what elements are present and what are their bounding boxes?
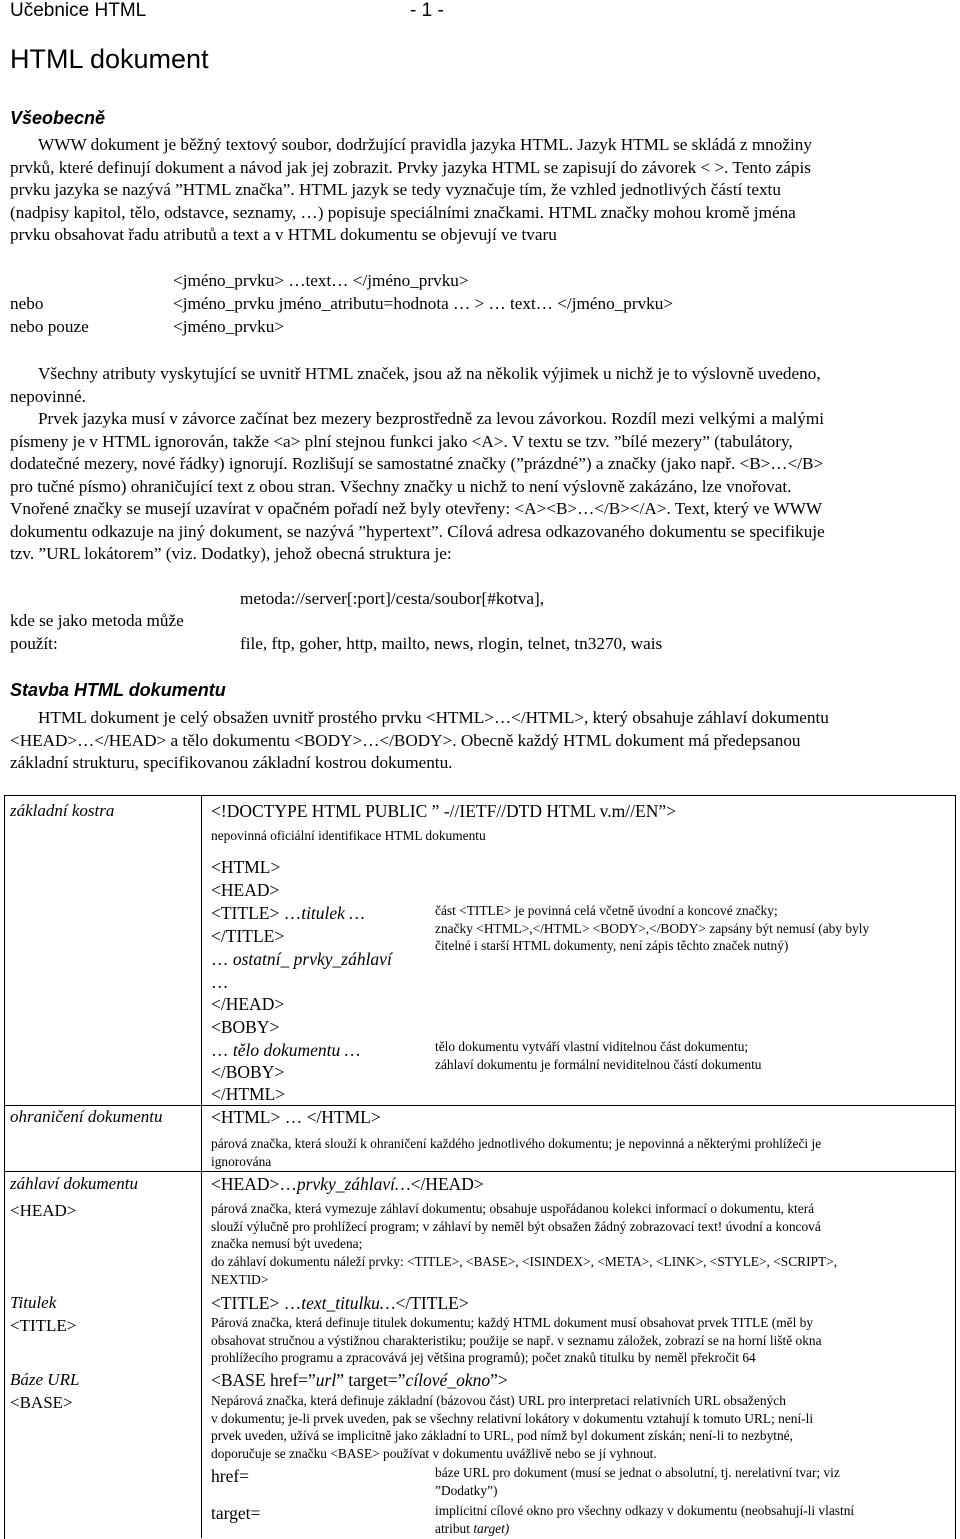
skeleton-note-2 [435,1038,762,1073]
row-label-head-tag: <HEAD> [10,1201,77,1220]
text-line: (nadpisy kapitol, tělo, odstavce, seznamy, …) popisuje speciálními značkami. HTML značky mohou kromě jména [10,202,796,222]
row-label-base: Báze URL [10,1370,80,1389]
text-line: <HEAD>…</HEAD> a tělo dokumentu <BODY>…</BODY>. Obecně každý HTML dokument má předepsanou [10,730,801,750]
doctype-note: nepovinná oficiální identifikace HTML dokumentu [211,828,486,843]
href-attribute-label: href= [211,1466,250,1486]
text-line: WWW dokument je běžný textový soubor, dodržující pravidla jazyka HTML. Jazyk HTML se skládá z množiny [38,135,812,154]
text-line: pro tučné písmo) ohraničující text z obou stran. Všechny značky u nichž to není výslovně zakázáno, lze vnořovat. [10,476,792,496]
section-heading-structure: Stavba HTML dokumentu [10,680,226,700]
text-line: písmeny je v HTML ignorován, takže <a> plní stejnou funkci jako <A>. V textu se tzv. ”bílé mezery” (tabulátory, [10,431,793,451]
desc-line: NEXTID> [211,1271,269,1287]
desc-line: v dokumentu; je-li prvek uveden, pak se všechny relativní lokátory v dokumentu vztahují k tomuto URL; není-li [211,1410,814,1426]
title-tag-open: <TITLE> … [211,1293,302,1313]
text-line: tzv. ”URL lokátorem” (viz. Dodatky), jehož obecná struktura je: [10,544,452,563]
base-tag-target: cílové_okno [405,1370,491,1390]
syntax-label-or: nebo [10,294,44,313]
desc-part-italic: target) [473,1520,510,1536]
base-tag-url: url [315,1370,337,1390]
doctype-tag: <!DOCTYPE HTML PUBLIC ” -//IETF//DTD HTML v.m//EN”> [211,801,676,821]
skeleton-other-head-line [211,949,392,970]
methods-list: file, ftp, goher, http, mailto, news, rlogin, telnet, tn3270, wais [240,634,663,653]
desc-line: značka nemusí být uvedena; [211,1236,363,1252]
row-label-bound: ohraničení dokumentu [10,1107,163,1126]
desc-line: slouží výlučně pro prohlížecí program; v záhlaví by neměl být obsažen žádný zobrazovací text! úvodní a koncová [211,1218,821,1234]
desc-line: obsahovat stručnou a výstižnou charakteristiku; použije se např. v seznamu záložek, zobrazí se na horní liště okna [211,1332,822,1348]
desc-line [435,1520,854,1538]
text-line: dokumentu odkazuje na jiný dokument, se nazývá ”hypertext”. Cílová adresa odkazovaného dokumentu se specifikuje [10,521,825,541]
text-line: prvků, které definují dokument a návod jak jej zobrazit. Prvky jazyka HTML se zapisují do závorek < >. Tento zápis [10,157,811,177]
general-paragraph-1 [10,134,940,247]
table-row-divider [4,1171,956,1172]
head-tag-open: <HEAD>… [211,1174,297,1194]
note-line: tělo dokumentu vytváří vlastní viditelnou část dokumentu; [435,1039,749,1054]
skeleton-note-1 [435,902,869,955]
desc-line: báze URL pro dokument (musí se jednat o absolutní, tj. nerelativní tvar; viz [435,1465,840,1480]
text-line: nepovinné. [10,386,86,406]
base-tag-part: ” target=” [336,1370,406,1390]
page-title: HTML dokument [10,44,209,74]
base-tag [211,1370,508,1391]
desc-line: ignorována [211,1153,272,1169]
desc-line: párová značka, která slouží k ohraničení každého jednotlivého dokumentu; je nepovinná a některými prohlížeči je [211,1136,822,1151]
text-line: prvku obsahovat řadu atributů a text a v HTML dokumentu se objevují ve tvaru [10,225,557,244]
row-label-head: záhlaví dokumentu [10,1174,138,1193]
title-tag [211,1293,469,1314]
note-line: čitelné i starší HTML dokumenty, není zápis těchto značek nutný) [435,938,789,954]
title-desc [211,1314,822,1367]
method-label-2: použít: [10,634,58,653]
desc-line: implicitní cílové okno pro všechny odkazy v dokumentu (neobsahují-li vlastní [435,1503,855,1518]
skeleton-title-text: titulek … [301,903,365,923]
desc-line: Nepárová značka, která definuje základní (bázovou část) URL pro interpretaci relativních URL obsažených [211,1393,786,1408]
skeleton-body-text: tělo dokumentu … [232,1040,361,1060]
title-tag-content: text_titulku… [301,1293,396,1313]
bound-desc [211,1135,821,1170]
bound-tag: <HTML> … </HTML> [211,1107,381,1127]
running-header: Učebnice HTML [10,0,147,21]
skeleton-title-line [211,903,365,924]
page-number: - 1 - [410,0,444,21]
row-label-base-tag: <BASE> [10,1393,73,1412]
text-line: prvku jazyka se nazývá ”HTML značka”. HTML jazyk se tedy vyznačuje tím, že vzhled jednotlivých částí textu [10,180,781,199]
target-attribute-label: target= [211,1503,261,1523]
text-line: dodatečné mezery, nové řádky) ignorují. Rozlišují se samostatné značky (”prázdné”) a značky (jako např. <B>…</B> [10,454,824,473]
skeleton-html-close: </HTML> [211,1084,286,1104]
head-tag-close: </HEAD> [410,1174,484,1194]
desc-line: ”Dodatky”) [435,1482,498,1498]
head-desc [211,1200,837,1289]
method-label-1: kde se jako metoda může [10,611,184,630]
base-tag-part: <BASE href=” [211,1370,316,1390]
url-structure: metoda://server[:port]/cesta/soubor[#kotva], [240,589,545,608]
base-tag-part: ”> [490,1370,508,1390]
desc-line: párová značka, která vymezuje záhlaví dokumentu; obsahuje uspořádanou kolekci informací o dokumentu, která [211,1201,815,1216]
skeleton-body-open: <BOBY> [211,1017,280,1037]
desc-line: prohlížecího programu a zpracovává jej většina programů); počet znaků titulku by neměl překročit 64 [211,1350,756,1366]
skeleton-ellipsis: … [211,949,229,969]
note-line: záhlaví dokumentu je formální neviditelnou částí dokumentu [435,1056,762,1072]
row-label-title-tag: <TITLE> [10,1316,77,1335]
general-paragraph-2 [10,363,940,566]
syntax-form-2: <jméno_prvku jméno_atributu=hodnota … > … text… </jméno_prvku> [173,294,674,313]
text-line: HTML dokument je celý obsažen uvnitř prostého prvku <HTML>…</HTML>, který obsahuje záhlaví dokumentu [38,708,829,727]
row-label-basic: základní kostra [10,801,115,820]
skeleton-ellipsis: … [211,972,229,992]
desc-line: prvek uveden, užívá se implicitně jako základní to URL, pod nímž byl dokument získán; není-li to nezbytné, [211,1428,793,1444]
table-column-divider [201,795,202,1538]
syntax-form-3: <jméno_prvku> [173,317,285,336]
target-attribute-desc [435,1502,854,1537]
text-line: základní strukturu, specifikovanou základní kostrou dokumentu. [10,753,453,772]
head-tag [211,1174,484,1195]
skeleton-title-close: </TITLE> [211,926,285,946]
desc-part: atribut [435,1520,474,1536]
skeleton-head-open: <HEAD> [211,880,280,900]
structure-paragraph [10,707,940,775]
skeleton-head-close: </HEAD> [211,994,285,1014]
desc-line: doporučuje se značku <BASE> používat v dokumentu uvážlivě nebo se jí vyhnout. [211,1446,657,1462]
text-line: Všechny atributy vyskytující se uvnitř HTML značek, jsou až na několik výjimek u nichž je to výslovně uvedeno, [38,364,821,383]
syntax-form-1: <jméno_prvku> …text… </jméno_prvku> [173,271,469,290]
desc-line: Párová značka, která definuje titulek dokumentu; každý HTML dokument musí obsahovat prvek TITLE (měl by [211,1315,814,1330]
skeleton-ellipsis: … [211,1040,229,1060]
text-line: Vnořené značky se musejí uzavírat v opačném pořadí než byly otevřeny: <A><B>…</B></A>. Text, který ve WWW [10,499,823,518]
skeleton-body-close: </BOBY> [211,1062,285,1082]
title-tag-close: </TITLE> [395,1293,469,1313]
skeleton-html-open: <HTML> [211,857,281,877]
href-attribute-desc [435,1464,840,1499]
note-line: část <TITLE> je povinná celá včetně úvodní a koncové značky; [435,903,778,918]
table-row-divider [4,1105,956,1106]
head-tag-content: prvky_záhlaví… [296,1174,411,1194]
text-line: Prvek jazyka musí v závorce začínat bez mezery bezprostředně za levou závorkou. Rozdíl mezi velkými a malými [38,409,825,428]
note-line: značky <HTML>,</HTML> <BODY>,</BODY> zapsány být nemusí (aby byly [435,920,870,936]
syntax-label-or-only: nebo pouze [10,317,89,336]
section-heading-general: Všeobecně [10,108,106,128]
base-desc [211,1392,813,1463]
skeleton-other-head: ostatní_ prvky_záhlaví [232,949,392,969]
desc-line: do záhlaví dokumentu náleží prvky: <TITLE>, <BASE>, <ISINDEX>, <META>, <LINK>, <STYLE>, <SCRIPT>, [211,1254,838,1270]
skeleton-body-text-line [211,1040,360,1061]
row-label-title: Titulek [10,1293,57,1312]
skeleton-title-open: <TITLE> … [211,903,302,923]
